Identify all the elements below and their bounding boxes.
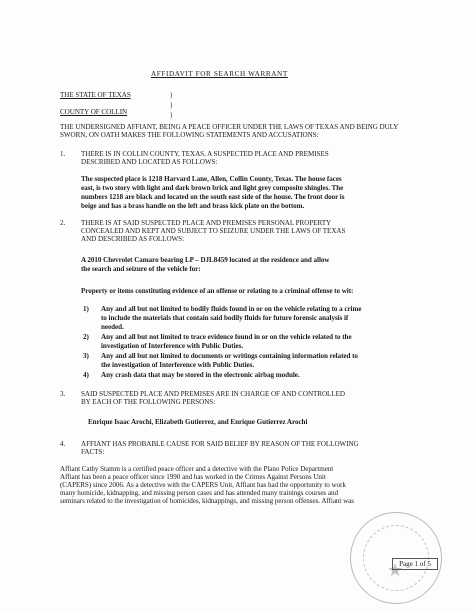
item-number: 4) bbox=[83, 371, 89, 379]
brace-3: ) bbox=[170, 111, 173, 119]
section-heading-line: SAID SUSPECTED PLACE AND PREMISES ARE IN CHARGE OF AND CONTROLLED bbox=[81, 390, 345, 398]
section-number: 1. bbox=[60, 150, 66, 158]
facts-line: seminars related to the investigation of homicides, kidnappings, and missing person offenses. Affiant was bbox=[60, 497, 354, 505]
star-icon: ★ bbox=[387, 560, 404, 580]
facts-line: (CAPERS) since 2006. As a detective with the CAPERS Unit, Affiant has had the opportunity to work bbox=[60, 481, 346, 489]
item-number: 2) bbox=[83, 333, 89, 341]
section-number: 2. bbox=[60, 219, 66, 227]
item-line: needed. bbox=[101, 323, 124, 331]
brace-1: ) bbox=[170, 91, 173, 99]
intro-line: SWORN, ON OATH MAKES THE FOLLOWING STATEMENTS AND ACCUSATIONS: bbox=[60, 131, 319, 139]
section-heading-line: FACTS: bbox=[81, 448, 105, 456]
item-line: the investigation of Interference with Public Duties. bbox=[101, 361, 255, 369]
section-heading-line: AND DESCRIBED AS FOLLOWS: bbox=[81, 235, 184, 243]
section-number: 4. bbox=[60, 440, 66, 448]
facts-line: Affiant has been a peace officer since 1990 and has worked in the Crimes Against Persons Unit bbox=[60, 473, 326, 481]
item-line: Any crash data that may be stored in the electronic airbag module. bbox=[101, 371, 300, 379]
item-line: Any and all but not limited to bodily fluids found in or on the vehicle relating to a crime bbox=[101, 305, 362, 313]
brace-2: ) bbox=[170, 101, 173, 109]
section-body-line: The suspected place is 1218 Harvard Lane, Allen, Collin County, Texas. The house faces bbox=[81, 175, 342, 183]
persons-list: Enrique Isaac Arochi, Elizabeth Gutierrez, and Enrique Gutierrez Arochi bbox=[88, 418, 308, 426]
document-title: AFFIDAVIT FOR SEARCH WARRANT bbox=[151, 70, 288, 78]
section-body-line: beige and has a brass handle on the left and brass kick plate on the bottom. bbox=[81, 202, 305, 210]
intro-line: THE UNDERSIGNED AFFIANT, BEING A PEACE OFFICER UNDER THE LAWS OF TEXAS AND BEING DULY bbox=[60, 123, 399, 131]
section-body-line: numbers 1218 are black and located on the south east side of the house. The front door is bbox=[81, 193, 345, 201]
section-heading-line: THERE IS AT SAID SUSPECTED PLACE AND PREMISES PERSONAL PROPERTY bbox=[81, 219, 332, 227]
county-label: COUNTY OF COLLIN bbox=[60, 108, 128, 116]
page-number: Page 1 of 5 bbox=[392, 558, 438, 570]
state-label: THE STATE OF TEXAS bbox=[60, 91, 131, 99]
item-line: Any and all but not limited to documents or writings containing information related to bbox=[101, 352, 358, 360]
section-heading-line: DESCRIBED AND LOCATED AS FOLLOWS: bbox=[81, 158, 218, 166]
item-number: 1) bbox=[83, 305, 89, 313]
section-number: 3. bbox=[60, 390, 66, 398]
section-heading-line: AFFIANT HAS PROBABLE CAUSE FOR SAID BELIEF BY REASON OF THE FOLLOWING bbox=[81, 440, 359, 448]
item-number: 3) bbox=[83, 352, 89, 360]
item-line: Any and all but not limited to trace evidence found in or on the vehicle related to the bbox=[101, 333, 352, 341]
facts-line: many homicide, kidnapping, and missing person cases and has attended many trainings courses and bbox=[60, 489, 338, 497]
facts-line: Affiant Cathy Stamm is a certified peace officer and a detective with the Plano Police Department bbox=[60, 465, 334, 473]
section-heading-line: THERE IS IN COLLIN COUNTY, TEXAS, A SUSPECTED PLACE AND PREMISES bbox=[81, 150, 329, 158]
section-body-line: A 2010 Chevrolet Camaro bearing LP – DJL8459 located at the residence and allow bbox=[81, 256, 330, 264]
section-body-line: east, is two story with light and dark brown brick and light grey composite shingles. The bbox=[81, 184, 344, 192]
item-line: to include the materials that contain said bodily fluids for future forensic analysis if bbox=[101, 314, 349, 322]
section-heading-line: BY EACH OF THE FOLLOWING PERSONS: bbox=[81, 398, 216, 406]
section-body-line: the search and seizure of the vehicle for: bbox=[81, 265, 201, 273]
item-line: investigation of Interference with Public Duties. bbox=[101, 342, 244, 350]
property-intro: Property or items constituting evidence of an offense or relating to a criminal offense to wit: bbox=[81, 287, 354, 295]
section-heading-line: CONCEALED AND KEPT AND SUBJECT TO SEIZURE UNDER THE LAWS OF TEXAS bbox=[81, 227, 346, 235]
